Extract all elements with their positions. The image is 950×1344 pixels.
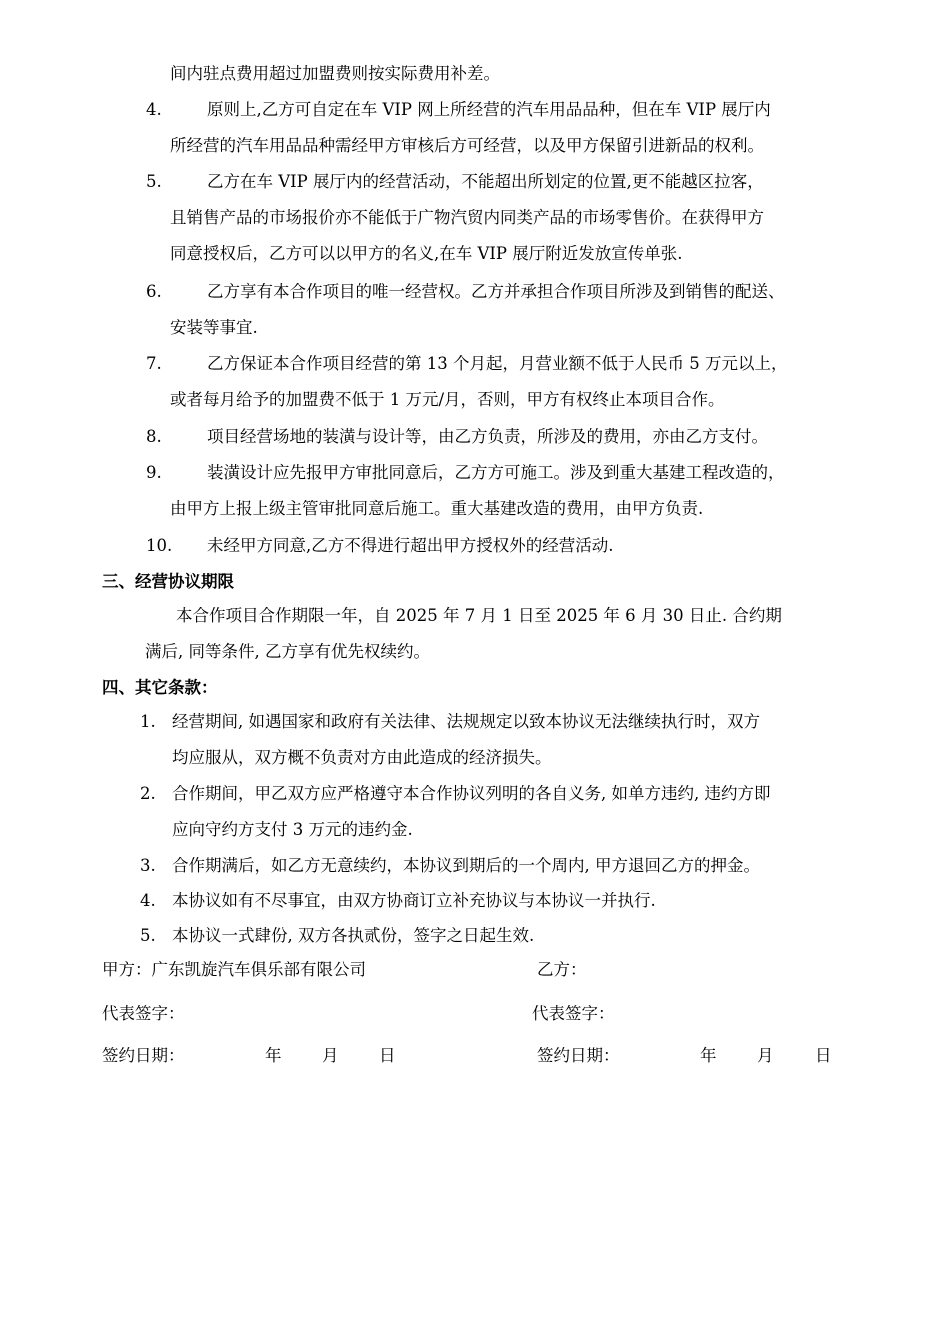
date-b-year: 年 (700, 1046, 717, 1065)
paragraph-line: 本合作项目合作期限一年，自 2025 年 7 月 1 日至 2025 年 6 月 30 日止. 合约期 (176, 606, 782, 625)
list-item-number: 1. (140, 712, 156, 731)
rep-b-label: 代表签字： (532, 1004, 615, 1023)
list-item-line: 本协议一式肆份, 双方各执贰份，签字之日起生效. (172, 926, 535, 945)
list-item-number: 5. (140, 926, 156, 945)
list-item-number: 9. (146, 463, 162, 482)
list-item-line: 项目经营场地的装潢与设计等，由乙方负责，所涉及的费用，亦由乙方支付。 (207, 427, 768, 446)
section-heading: 四、其它条款： (102, 678, 218, 697)
date-a-year: 年 (265, 1046, 282, 1065)
list-item-line: 未经甲方同意,乙方不得进行超出甲方授权外的经营活动. (207, 536, 614, 555)
list-item-line: 原则上,乙方可自定在车 VIP 网上所经营的汽车用品品种，但在车 VIP 展厅内 (207, 100, 771, 119)
list-item-line: 应向守约方支付 3 万元的违约金. (172, 820, 413, 839)
date-b-day: 日 (815, 1046, 832, 1065)
party-b-label: 乙方： (537, 960, 587, 979)
list-item-number: 5. (146, 172, 162, 191)
continuation-line: 间内驻点费用超过加盟费则按实际费用补差。 (170, 64, 500, 83)
list-item-line: 乙方享有本合作项目的唯一经营权。乙方并承担合作项目所涉及到销售的配送、 (207, 282, 785, 301)
list-item-line: 安装等事宜. (170, 318, 258, 337)
section-heading: 三、经营协议期限 (102, 572, 234, 591)
list-item-line: 由甲方上报上级主管审批同意后施工。重大基建改造的费用，由甲方负责. (170, 499, 704, 518)
list-item-line: 本协议如有不尽事宜，由双方协商订立补充协议与本协议一并执行. (172, 891, 656, 910)
list-item-line: 所经营的汽车用品品种需经甲方审核后方可经营，以及甲方保留引进新品的权利。 (170, 136, 764, 155)
list-item-number: 3. (140, 856, 156, 875)
list-item-number: 2. (140, 784, 156, 803)
date-a-label: 签约日期： (102, 1046, 185, 1065)
date-a-day: 日 (379, 1046, 396, 1065)
paragraph-line: 满后, 同等条件, 乙方享有优先权续约。 (145, 642, 430, 661)
list-item-line: 均应服从，双方概不负责对方由此造成的经济损失。 (172, 748, 552, 767)
date-b-month: 月 (757, 1046, 774, 1065)
list-item-number: 4. (146, 100, 162, 119)
list-item-number: 10. (146, 536, 173, 555)
list-item-line: 乙方保证本合作项目经营的第 13 个月起，月营业额不低于人民币 5 万元以上， (207, 354, 788, 373)
list-item-line: 或者每月给予的加盟费不低于 1 万元/月，否则，甲方有权终止本项目合作。 (170, 390, 725, 409)
list-item-line: 装潢设计应先报甲方审批同意后，乙方方可施工。涉及到重大基建工程改造的， (207, 463, 785, 482)
list-item-line: 且销售产品的市场报价亦不能低于广物汽贸内同类产品的市场零售价。在获得甲方 (170, 208, 764, 227)
list-item-number: 7. (146, 354, 162, 373)
list-item-line: 合作期满后，如乙方无意续约，本协议到期后的一个周内, 甲方退回乙方的押金。 (172, 856, 760, 875)
list-item-line: 乙方在车 VIP 展厅内的经营活动，不能超出所划定的位置,更不能越区拉客， (207, 172, 764, 191)
list-item-number: 8. (146, 427, 162, 446)
list-item-line: 经营期间, 如遇国家和政府有关法律、法规规定以致本协议无法继续执行时，双方 (172, 712, 760, 731)
party-a-label: 甲方：广东凯旋汽车俱乐部有限公司 (102, 960, 366, 979)
list-item-number: 4. (140, 891, 156, 910)
date-a-month: 月 (322, 1046, 339, 1065)
list-item-number: 6. (146, 282, 162, 301)
list-item-line: 同意授权后，乙方可以以甲方的名义,在车 VIP 展厅附近发放宣传单张. (170, 244, 683, 263)
list-item-line: 合作期间，甲乙双方应严格遵守本合作协议列明的各自义务, 如单方违约, 违约方即 (172, 784, 771, 803)
rep-a-label: 代表签字： (102, 1004, 185, 1023)
date-b-label: 签约日期： (537, 1046, 620, 1065)
